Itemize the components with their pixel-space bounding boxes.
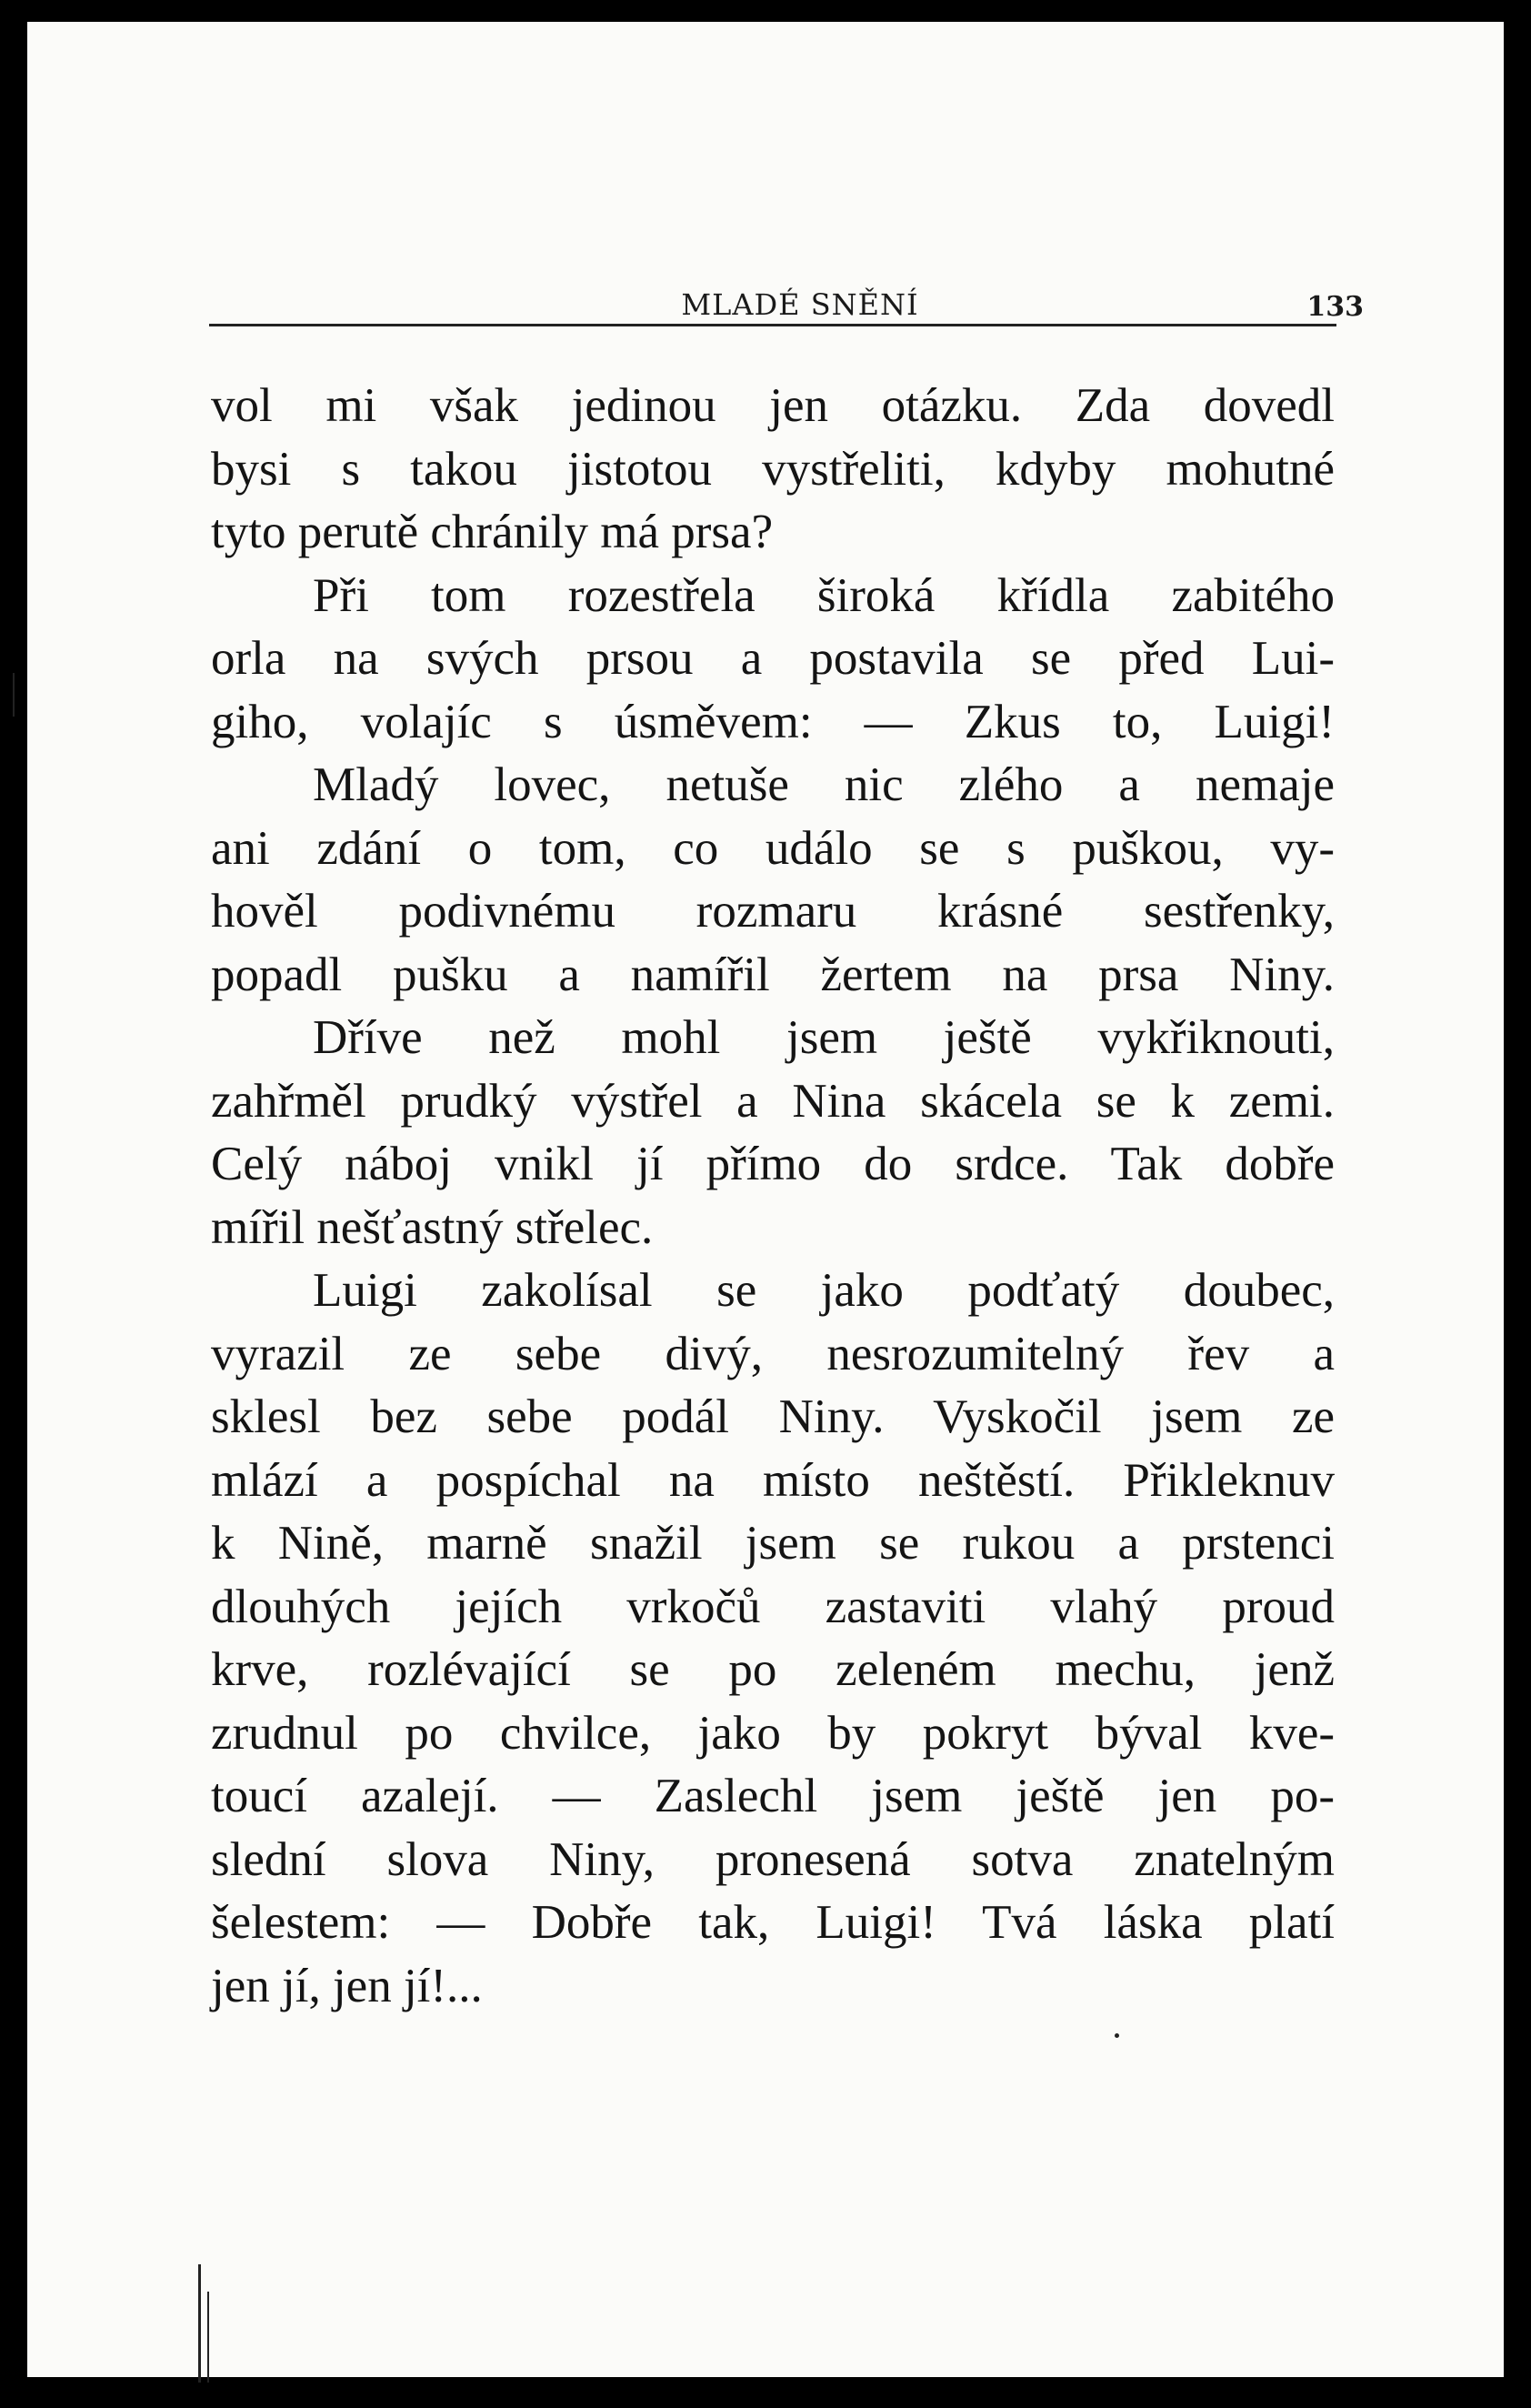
header-rule [209,324,1336,326]
text-line: k Nině, marně snažil jsem se rukou a prstenci [211,1517,1335,1570]
text-line: zrudnul po chvilce, jako by pokryt býval kve- [211,1706,1335,1760]
text-line: šelestem: — Dobře tak, Luigi! Tvá láska platí [211,1896,1335,1949]
text-line: Dříve než mohl jsem ještě vykřiknouti, [313,1011,1335,1064]
page-header [236,287,1364,342]
text-line: toucí azalejí. — Zaslechl jsem ještě jen po- [211,1770,1335,1822]
text-line: jen jí, jen jí!... [211,1959,483,2012]
text-line: Mladý lovec, netuše nic zlého a nemaje [313,758,1335,811]
text-line: mířil nešťastný střelec. [211,1200,654,1254]
text-line: Luigi zakolísal se jako podťatý doubec, [313,1264,1335,1317]
scan-mark [1115,2033,1119,2038]
text-line: sklesl bez sebe podál Niny. Vyskočil jsem ze [211,1390,1335,1443]
scan-mark [13,673,15,717]
running-title: MLADÉ SNĚNÍ [681,287,919,322]
scan-mark [198,2264,201,2383]
text-line: vyrazil ze sebe divý, nesrozumitelný řev a [211,1327,1335,1380]
page-number: 133 [1306,291,1364,323]
text-line: tyto perutě chránily má prsa? [211,506,774,558]
scan-mark [207,2292,209,2383]
text-line: vol mi však jedinou jen otázku. Zda dovedl [211,379,1335,432]
text-line: Při tom rozestřela široká křídla zabitého [313,568,1335,622]
text-line: orla na svých prsou a postavila se před Lui- [211,632,1335,685]
text-line: dlouhých jejích vrkočů zastaviti vlahý proud [211,1580,1335,1633]
text-line: giho, volajíc s úsměvem: — Zkus to, Luigi! [211,695,1335,748]
text-line: mlází a pospíchal na místo neštěstí. Přikleknuv [211,1453,1335,1507]
text-line: krve, rozlévající se po zeleném mechu, jenž [211,1643,1335,1696]
text-line: hověl podivnému rozmaru krásné sestřenky, [211,885,1335,938]
text-line: bysi s takou jistotou vystřeliti, kdyby mohutné [211,442,1335,496]
text-line: popadl pušku a namířil žertem na prsa Niny. [211,948,1335,1001]
text-line: Celý náboj vnikl jí přímo do srdce. Tak dobře [211,1138,1335,1190]
text-line: slední slova Niny, pronesená sotva znatelným [211,1832,1335,1886]
body-text [211,375,1335,2018]
text-line: zahřměl prudký výstřel a Nina skácela se k zemi. [211,1074,1335,1128]
text-line: ani zdání o tom, co událo se s puškou, vy- [211,821,1335,875]
